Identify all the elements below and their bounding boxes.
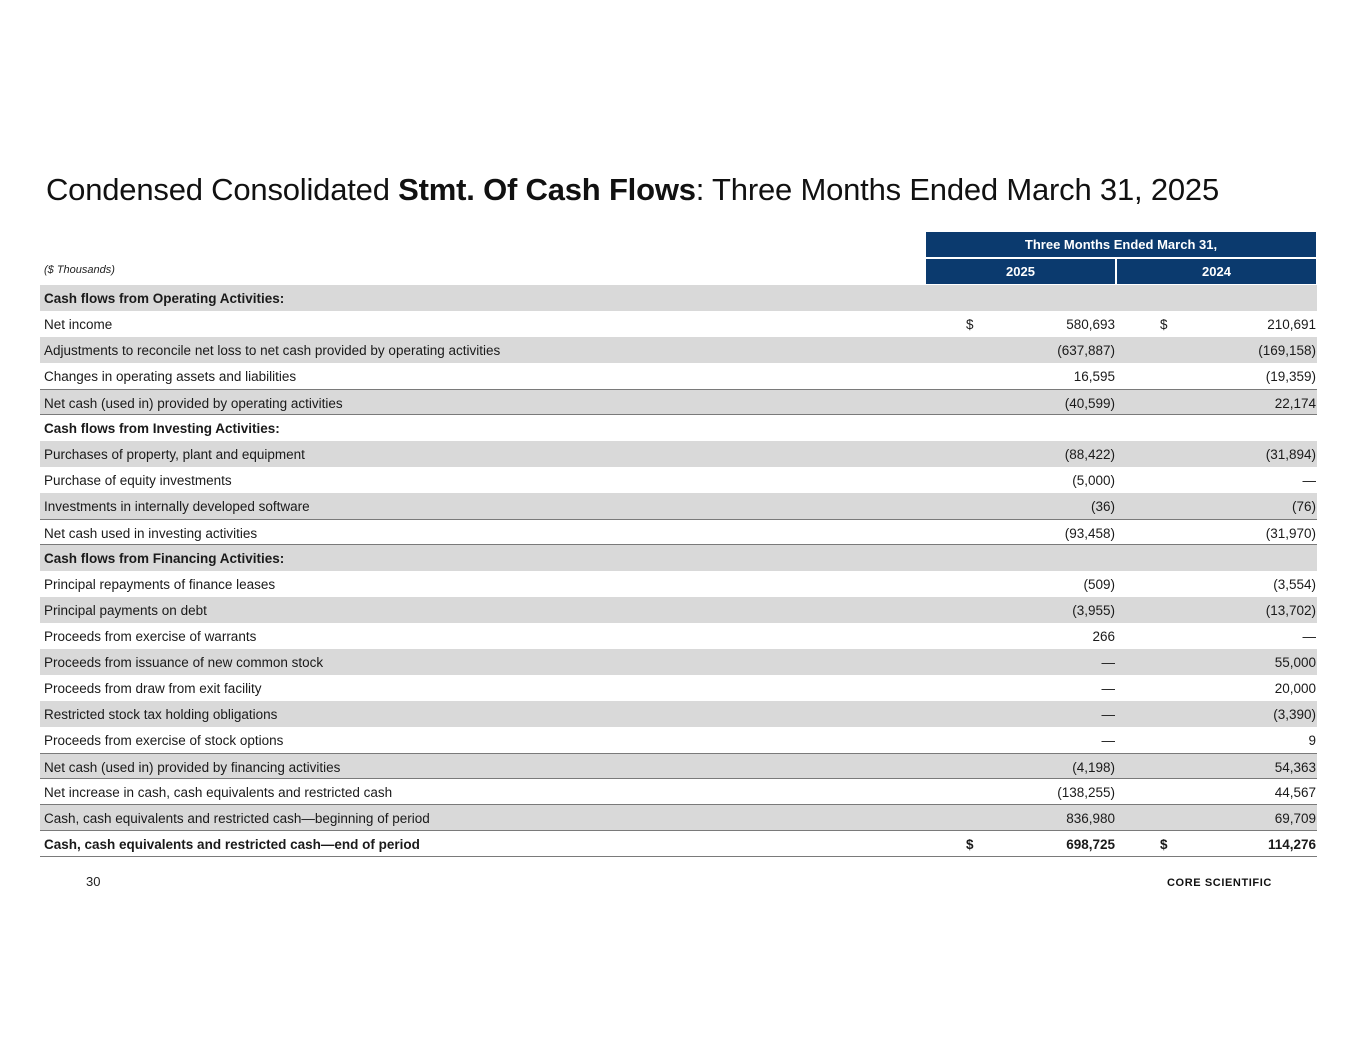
table-row bbox=[40, 285, 1317, 311]
currency-symbol-2024: $ bbox=[1160, 317, 1168, 332]
row-label: Purchases of property, plant and equipment bbox=[44, 447, 305, 462]
value-2024: 210,691 bbox=[1267, 317, 1316, 332]
table-row bbox=[40, 623, 1317, 649]
value-2024: 20,000 bbox=[1274, 681, 1316, 696]
row-label: Cash flows from Financing Activities: bbox=[44, 551, 285, 566]
row-label: Net income bbox=[44, 317, 113, 332]
table-row bbox=[40, 493, 1317, 519]
value-2025: — bbox=[1101, 733, 1115, 748]
column-header-2025: 2025 bbox=[926, 259, 1115, 284]
value-2024: (13,702) bbox=[1265, 603, 1316, 618]
row-label: Proceeds from exercise of warrants bbox=[44, 629, 257, 644]
value-2024: 69,709 bbox=[1274, 811, 1316, 826]
column-header-2024: 2024 bbox=[1117, 259, 1316, 284]
value-2025: (93,458) bbox=[1064, 526, 1115, 541]
page-title: Condensed Consolidated Stmt. Of Cash Flows: Three Months Ended March 31, 2025 bbox=[46, 172, 1219, 207]
table-row bbox=[40, 805, 1317, 831]
currency-symbol-2024: $ bbox=[1160, 837, 1168, 852]
value-2025: — bbox=[1101, 707, 1115, 722]
row-label: Restricted stock tax holding obligations bbox=[44, 707, 278, 722]
value-2024: — bbox=[1302, 473, 1316, 488]
row-label: Changes in operating assets and liabilities bbox=[44, 369, 297, 384]
value-2025: (637,887) bbox=[1057, 343, 1115, 358]
row-label: Cash flows from Investing Activities: bbox=[44, 421, 280, 436]
table-row bbox=[40, 753, 1317, 779]
value-2024: (3,554) bbox=[1273, 577, 1316, 592]
currency-symbol-2025: $ bbox=[966, 837, 974, 852]
value-2025: (4,198) bbox=[1072, 760, 1115, 775]
row-label: Proceeds from draw from exit facility bbox=[44, 681, 262, 696]
currency-symbol-2025: $ bbox=[966, 317, 974, 332]
table-row bbox=[40, 649, 1317, 675]
value-2025: (5,000) bbox=[1072, 473, 1115, 488]
row-label: Cash, cash equivalents and restricted cash—end of period bbox=[44, 837, 420, 852]
table-row bbox=[40, 597, 1317, 623]
value-2024: (3,390) bbox=[1273, 707, 1316, 722]
table-row bbox=[40, 831, 1317, 857]
table-row bbox=[40, 363, 1317, 389]
table-row bbox=[40, 311, 1317, 337]
value-2024: (19,359) bbox=[1265, 369, 1316, 384]
row-label: Investments in internally developed software bbox=[44, 499, 310, 514]
value-2024: 22,174 bbox=[1274, 396, 1316, 411]
value-2024: 54,363 bbox=[1274, 760, 1316, 775]
value-2025: 836,980 bbox=[1066, 811, 1115, 826]
table-row bbox=[40, 415, 1317, 441]
value-2025: — bbox=[1101, 655, 1115, 670]
value-2024: (169,158) bbox=[1258, 343, 1316, 358]
table-row bbox=[40, 467, 1317, 493]
table-row bbox=[40, 441, 1317, 467]
value-2025: (36) bbox=[1090, 499, 1115, 514]
table-row bbox=[40, 389, 1317, 415]
table-row bbox=[40, 519, 1317, 545]
value-2025: — bbox=[1101, 681, 1115, 696]
value-2025: (138,255) bbox=[1057, 785, 1115, 800]
value-2024: (31,894) bbox=[1265, 447, 1316, 462]
value-2024: 9 bbox=[1308, 733, 1316, 748]
row-label: Net cash (used in) provided by financing activities bbox=[44, 760, 341, 775]
value-2024: — bbox=[1302, 629, 1316, 644]
table-row bbox=[40, 675, 1317, 701]
row-label: Proceeds from exercise of stock options bbox=[44, 733, 284, 748]
value-2025: 16,595 bbox=[1073, 369, 1115, 384]
value-2025: (509) bbox=[1083, 577, 1115, 592]
table-row bbox=[40, 571, 1317, 597]
row-label: Cash, cash equivalents and restricted cash—beginning of period bbox=[44, 811, 430, 826]
table-row bbox=[40, 727, 1317, 753]
row-label: Cash flows from Operating Activities: bbox=[44, 291, 285, 306]
row-label: Net increase in cash, cash equivalents and restricted cash bbox=[44, 785, 393, 800]
value-2025: (3,955) bbox=[1072, 603, 1115, 618]
value-2025: (88,422) bbox=[1064, 447, 1115, 462]
table-row bbox=[40, 545, 1317, 571]
table-row bbox=[40, 337, 1317, 363]
row-label: Principal payments on debt bbox=[44, 603, 207, 618]
table-row bbox=[40, 701, 1317, 727]
value-2024: (76) bbox=[1291, 499, 1316, 514]
core-scientific-logo: CORE SCIENTIFIC bbox=[1167, 877, 1272, 889]
value-2024: (31,970) bbox=[1265, 526, 1316, 541]
value-2025: (40,599) bbox=[1064, 396, 1115, 411]
row-label: Net cash used in investing activities bbox=[44, 526, 258, 541]
page-number: 30 bbox=[86, 874, 101, 889]
row-label: Adjustments to reconcile net loss to net cash provided by operating activities bbox=[44, 343, 501, 358]
value-2025: 266 bbox=[1092, 629, 1115, 644]
row-label: Principal repayments of finance leases bbox=[44, 577, 276, 592]
row-label: Proceeds from issuance of new common stock bbox=[44, 655, 324, 670]
cash-flow-table bbox=[40, 285, 1317, 857]
value-2025: 698,725 bbox=[1066, 837, 1115, 852]
value-2024: 44,567 bbox=[1274, 785, 1316, 800]
value-2024: 55,000 bbox=[1274, 655, 1316, 670]
value-2025: 580,693 bbox=[1066, 317, 1115, 332]
table-row bbox=[40, 779, 1317, 805]
row-label: Purchase of equity investments bbox=[44, 473, 232, 488]
column-group-header: Three Months Ended March 31, bbox=[926, 232, 1316, 257]
row-label: Net cash (used in) provided by operating activities bbox=[44, 396, 343, 411]
value-2024: 114,276 bbox=[1267, 837, 1316, 852]
units-label: ($ Thousands) bbox=[44, 264, 115, 276]
